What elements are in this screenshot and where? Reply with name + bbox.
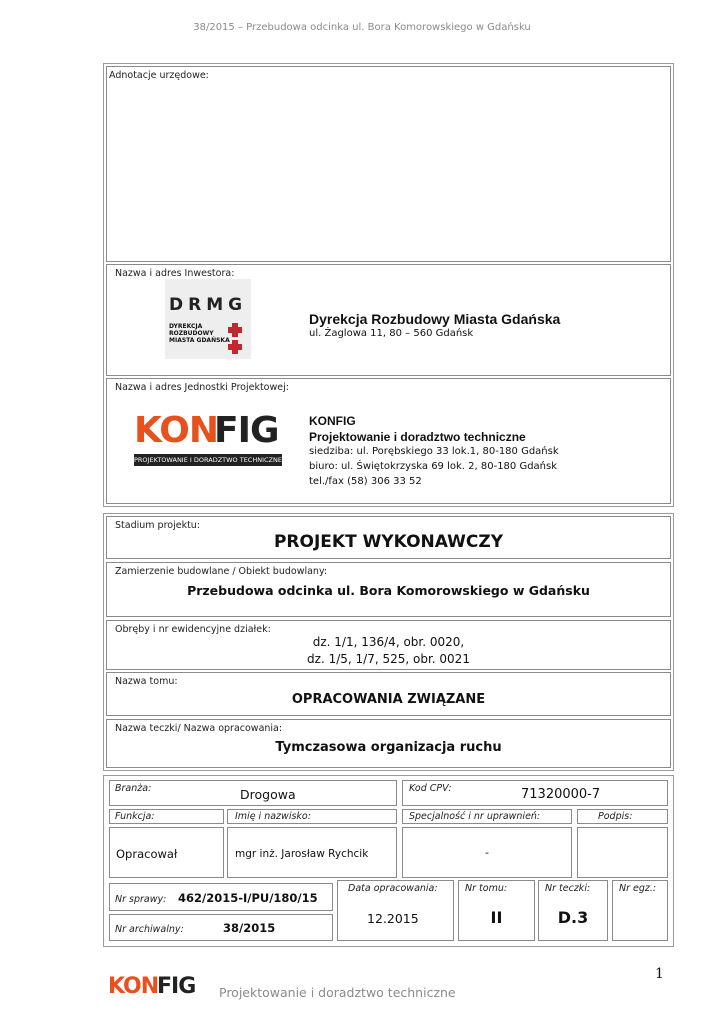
plots-label: Obręby i nr ewidencyjne działek: [115,624,271,635]
investor-label: Nazwa i adres Inwestora: [115,268,235,279]
designer-label: Nazwa i adres Jednostki Projektowej: [115,382,289,393]
object-box [106,562,671,617]
function-label: Funkcja: [115,811,155,822]
designer-phone: tel./fax (58) 306 33 52 [309,476,422,487]
cpv-label: Kod CPV: [409,783,452,794]
object-label: Zamierzenie budowlane / Obiekt budowlany: [115,566,328,577]
investor-box [106,264,671,376]
running-header: 38/2015 – Przebudowa odcinka ul. Bora Komorowskiego w Gdańsku [193,22,531,33]
plots-line-1: dz. 1/1, 136/4, obr. 0020, [312,635,465,649]
stage-value: PROJEKT WYKONAWCZY [273,532,504,552]
investor-name: Dyrekcja Rozbudowy Miasta Gdańska [309,311,561,327]
drmg-logo-sub1: DYREKCJA [169,323,203,330]
sign-label: Podpis: [598,811,633,822]
volume-label: Nazwa tomu: [115,676,178,687]
folder-value: Tymczasowa organizacja ruchu [275,740,502,755]
volume-box [106,672,671,716]
cpv-cell [402,780,668,806]
spec-header [402,809,572,824]
stage-label: Stadium projektu: [115,520,201,531]
folder-box [106,719,671,768]
vol-no-value: II [490,908,503,927]
archive-label: Nr archiwalny: [115,924,184,935]
name-cell [227,827,397,878]
page-number: 1 [655,966,664,982]
annotations-label: Adnotacje urzędowe: [109,70,209,81]
folder-no-label: Nr teczki: [545,883,591,894]
footer-logo-fig: FIG [157,974,196,999]
name-header [227,809,397,824]
plots-box [106,620,671,670]
folder-no-cell [538,880,608,941]
designer-office: biuro: ul. Świętokrzyska 69 lok. 2, 80-180 Gdańsk [309,461,558,472]
konfig-logo-tagline: PROJEKTOWANIE I DORADZTWO TECHNICZNE [134,456,282,464]
case-value: 462/2015-I/PU/180/15 [178,891,318,905]
function-cell [109,827,224,878]
date-value: 12.2015 [367,911,419,926]
konfig-logo [134,410,282,468]
konfig-logo-kon: KON [134,410,219,451]
vol-no-cell [458,880,535,941]
plots-line-2: dz. 1/5, 1/7, 525, obr. 0021 [307,652,470,666]
function-value: Opracował [116,847,178,861]
footer-logo [108,974,218,1004]
designer-subtitle: Projektowanie i doradztwo techniczne [309,430,526,444]
drmg-logo-text: DRMG [169,295,248,315]
designer-box [106,378,671,504]
name-label: Imię i nazwisko: [235,811,311,822]
konfig-logo-fig: FIG [214,410,279,451]
object-value: Przebudowa odcinka ul. Bora Komorowskiego w Gdańsku [187,583,590,598]
branch-value: Drogowa [240,787,296,802]
date-cell [337,880,454,941]
function-header [109,809,224,824]
branch-cell [109,780,397,806]
date-label: Data opracowania: [348,883,438,894]
designer-name: KONFIG [309,414,356,428]
drmg-logo-sub2: ROZBUDOWY [169,330,214,337]
sign-header [577,809,668,824]
stage-box [106,516,671,559]
folder-label: Nazwa teczki/ Nazwa opracowania: [115,723,283,734]
drmg-logo [165,279,251,359]
name-value: mgr inż. Jarosław Rychcik [235,848,369,860]
archive-cell [109,914,333,941]
branch-label: Branża: [115,783,152,794]
footer-tagline: Projektowanie i doradztwo techniczne [219,985,456,1000]
designer-seat: siedziba: ul. Porębskiego 33 lok.1, 80-180 Gdańsk [309,446,559,457]
case-cell [109,883,333,911]
folder-no-value: D.3 [557,908,589,927]
annotations-box [106,66,671,262]
drmg-cross-icon [227,323,243,355]
volume-value: OPRACOWANIA ZWIĄZANE [291,692,486,707]
vol-no-label: Nr tomu: [465,883,508,894]
sign-cell [577,827,668,878]
spec-value: - [485,846,489,859]
archive-value: 38/2015 [223,921,276,935]
case-label: Nr sprawy: [115,894,167,905]
drmg-logo-sub3: MIASTA GDAŃSKA [169,337,230,344]
spec-cell [402,827,572,878]
spec-label: Specjalność i nr uprawnień: [409,811,541,822]
copy-label: Nr egz.: [619,883,657,894]
footer-logo-kon: KON [108,974,159,999]
investor-address: ul. Żaglowa 11, 80 – 560 Gdańsk [309,328,474,339]
copy-cell [612,880,668,941]
cpv-value: 71320000-7 [521,787,601,802]
